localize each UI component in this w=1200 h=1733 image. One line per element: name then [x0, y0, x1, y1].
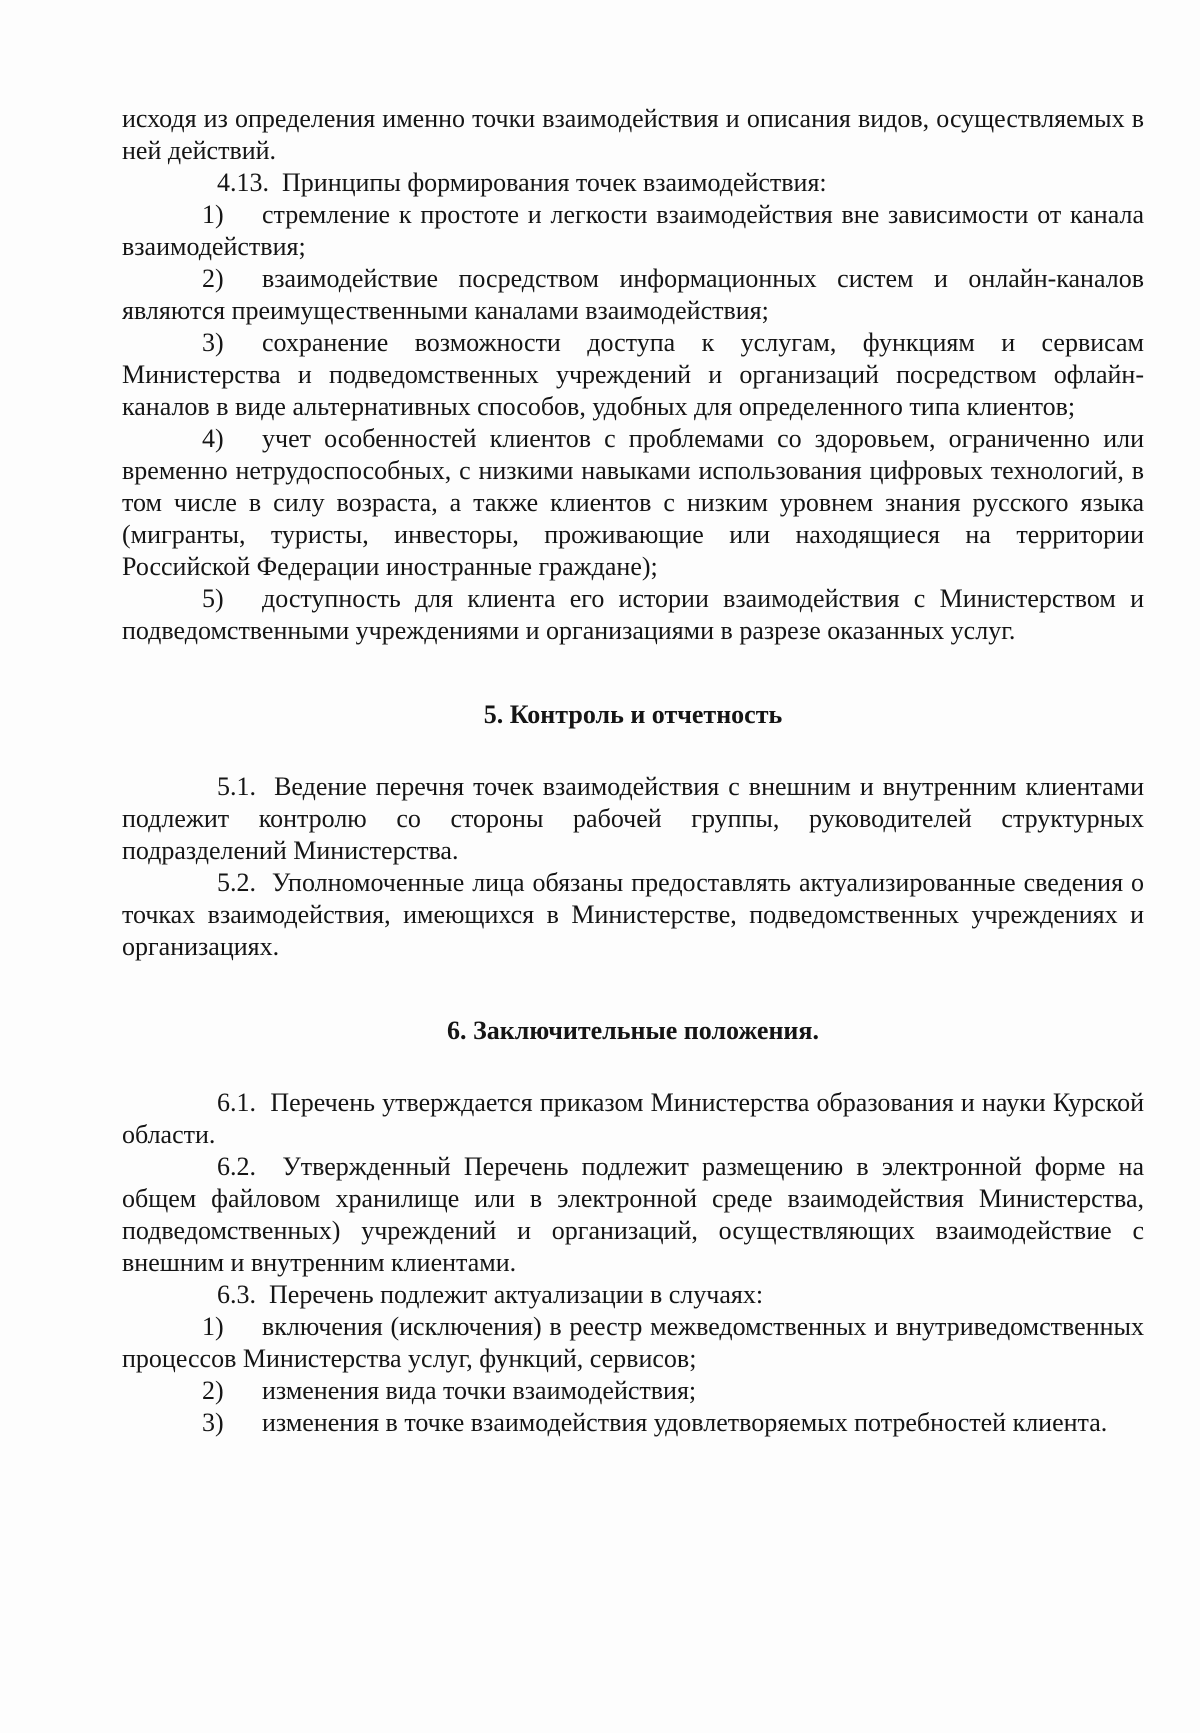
clause-6-3	[122, 1279, 1144, 1311]
paragraph-continuation: исходя из определения именно точки взаимодействия и описания видов, осуществляемых в ней действий.	[122, 104, 1144, 165]
list-item-text: доступность для клиента его истории взаимодействия с Министерством и подведомственными учреждениями и организациями в разрезе оказанных услуг.	[122, 584, 1144, 645]
clause-number: 6.3.	[217, 1280, 256, 1309]
list-item	[122, 583, 1144, 647]
document-body	[122, 103, 1144, 1439]
clause-number: 6.1.	[217, 1088, 256, 1117]
list-item-number: 2)	[202, 264, 224, 293]
list-item	[122, 263, 1144, 327]
clause-text: Утвержденный Перечень подлежит размещению в электронной форме на общем файловом хранилище или в электронной среде взаимодействия Министерства, подведомственных) учреждений и организаций, осуществляющих взаимодействие с внешним и внутренним клиентами.	[122, 1152, 1144, 1277]
section-gap	[122, 963, 1144, 1015]
section-5-heading: 5. Контроль и отчетность	[483, 700, 783, 729]
clause-6-1	[122, 1087, 1144, 1151]
list-item-text: изменения вида точки взаимодействия;	[262, 1376, 697, 1405]
list-item	[122, 199, 1144, 263]
list-item-text: взаимодействие посредством информационных систем и онлайн-каналов являются преимущественными каналами взаимодействия;	[122, 264, 1144, 325]
list-item-number: 3)	[202, 328, 224, 357]
list-item	[122, 1311, 1144, 1375]
section-6-heading: 6. Заключительные положения.	[447, 1016, 819, 1045]
list-item	[122, 1407, 1144, 1439]
clause-text: Перечень подлежит актуализации в случаях:	[269, 1280, 764, 1309]
list-item	[122, 327, 1144, 423]
list-item	[122, 1375, 1144, 1407]
list-item-text: стремление к простоте и легкости взаимодействия вне зависимости от канала взаимодействия;	[122, 200, 1144, 261]
list-item-number: 1)	[202, 1312, 224, 1341]
list-item-text: сохранение возможности доступа к услугам, функциям и сервисам Министерства и подведомственных учреждений и организаций посредством офлайн-каналов в виде альтернативных способов, удобных для определенного типа клиентов;	[122, 328, 1144, 421]
list-item	[122, 423, 1144, 583]
clause-number: 5.2.	[217, 868, 256, 897]
clause-4-13	[122, 167, 1144, 199]
clause-5-2	[122, 867, 1144, 963]
list-item-number: 3)	[202, 1408, 224, 1437]
section-gap	[122, 731, 1144, 771]
clause-6-2	[122, 1151, 1144, 1279]
clause-number: 5.1.	[217, 772, 256, 801]
list-item-text: включения (исключения) в реестр межведомственных и внутриведомственных процессов Министерства услуг, функций, сервисов;	[122, 1312, 1144, 1373]
list-item-number: 2)	[202, 1376, 224, 1405]
clause-number: 6.2.	[217, 1152, 256, 1181]
clause-text: Перечень утверждается приказом Министерства образования и науки Курской области.	[122, 1088, 1144, 1149]
section-gap	[122, 1047, 1144, 1087]
clause-text: Принципы формирования точек взаимодействия:	[282, 168, 827, 197]
list-item-text: изменения в точке взаимодействия удовлетворяемых потребностей клиента.	[262, 1408, 1108, 1437]
clause-number: 4.13.	[217, 168, 269, 197]
clause-5-1	[122, 771, 1144, 867]
list-item-number: 1)	[202, 200, 224, 229]
list-item-number: 5)	[202, 584, 224, 613]
list-item-number: 4)	[202, 424, 224, 453]
clause-text: Уполномоченные лица обязаны предоставлять актуализированные сведения о точках взаимодействия, имеющихся в Министерстве, подведомственных учреждениях и организациях.	[122, 868, 1144, 961]
section-gap	[122, 647, 1144, 699]
clause-text: Ведение перечня точек взаимодействия с внешним и внутренним клиентами подлежит контролю со стороны рабочей группы, руководителей структурных подразделений Министерства.	[122, 772, 1144, 865]
list-item-text: учет особенностей клиентов с проблемами со здоровьем, ограниченно или временно нетрудоспособных, с низкими навыками использования цифровых технологий, в том числе в силу возраста, а также клиентов с низким уровнем знания русского языка (мигранты, туристы, инвесторы, проживающие или находящиеся на территории Российской Федерации иностранные граждане);	[122, 424, 1144, 581]
